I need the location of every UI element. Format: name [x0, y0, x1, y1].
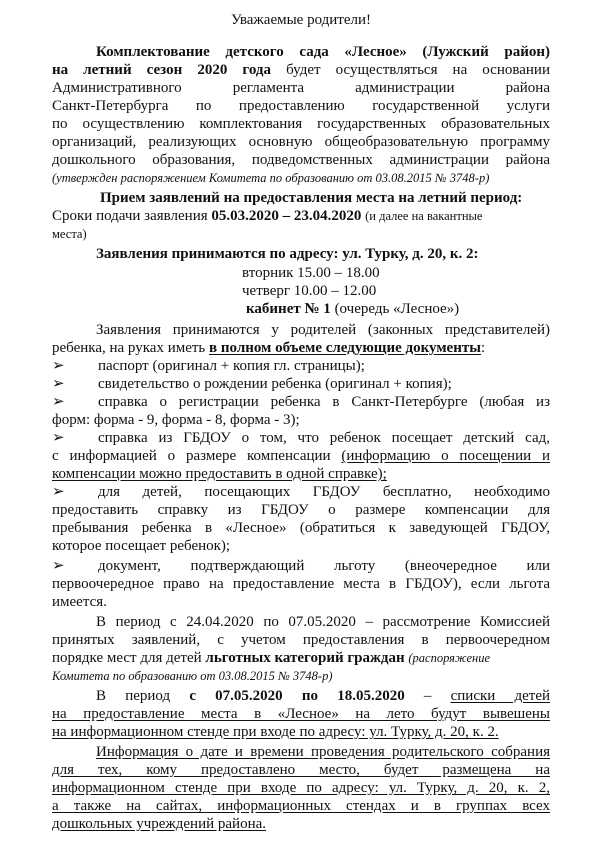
- document-item-text: справка из ГБДОУ о том, что ребенок посещает детский сад,: [98, 430, 550, 446]
- document-item-text: справка о регистрации ребенка в Санкт-Петербурге (любая из: [98, 394, 550, 410]
- intro-line-3: Административного регламента администрации района: [52, 80, 550, 96]
- terms-line: [52, 208, 550, 225]
- address-heading: Заявления принимаются по адресу: ул. Турку, д. 20, к. 2:: [96, 246, 479, 262]
- document-item-free-4: которое посещает ребенок);: [52, 538, 231, 554]
- cabinet-queue: (очередь «Лесное»): [334, 301, 460, 317]
- meeting-line-4: а также на сайтах, информационных стендах и в группах всех: [52, 798, 550, 814]
- documents-intro-2-text: ребенка, на руках иметь: [52, 340, 206, 356]
- cabinet-number: кабинет № 1: [246, 301, 331, 317]
- terms-note-cont: места): [52, 227, 87, 241]
- lists-dates-bold: с 07.05.2020 по 18.05.2020: [189, 688, 405, 704]
- documents-intro-colon: :: [480, 340, 486, 356]
- intro-line-4: Санкт-Петербурга по предоставлению государственной услуги: [52, 98, 550, 114]
- cabinet-line: [246, 301, 546, 318]
- document-item-passport: [52, 358, 550, 375]
- lists-dash: –: [423, 688, 432, 704]
- document-item-free-3: пребывания ребенка в «Лесное» (обратиться к заведующей ГБДОУ,: [52, 520, 550, 536]
- document-item-free-2: предоставить справку из ГБДОУ о размере компенсации для: [52, 502, 550, 518]
- meeting-line-3: информационном стенде при входе по адресу: ул. Турку, д. 20, к. 2,: [52, 780, 550, 796]
- document-item-birth-cert: [52, 376, 550, 393]
- review-line-1: В период с 24.04.2020 по 07.05.2020 – рассмотрение Комиссией: [96, 614, 550, 630]
- review-line-2: принятых заявлений, с учетом предоставления в первоочередном: [52, 632, 550, 648]
- intro-line-2-text: будет осуществляться на основании: [286, 62, 550, 78]
- lists-line-3: на информационном стенде при входе по адресу: ул. Турку, д. 20, к. 2.: [52, 724, 499, 740]
- document-item-kindergarten-1: [52, 430, 550, 447]
- document-item-benefit-2: первоочередное право на предоставление места в ГБДОУ), если льгота: [52, 576, 550, 592]
- document-item-underlined: (информацию о посещении и: [341, 448, 550, 464]
- documents-required-bold: в полном объеме следующие документы: [209, 340, 481, 356]
- intro-regulation-note: (утвержден распоряжением Комитета по образованию от 03.08.2015 № 3748-р): [52, 171, 490, 185]
- document-item-text: свидетельство о рождении ребенка (оригинал + копия);: [98, 376, 452, 392]
- document-item-text: документ, подтверждающий льготу (внеочередное или: [98, 558, 550, 574]
- meeting-line-1: Информация о дате и времени проведения родительского собрания: [96, 744, 550, 760]
- documents-intro-1: Заявления принимаются у родителей (законных представителей): [96, 322, 550, 338]
- terms-label: Сроки подачи заявления: [52, 208, 208, 224]
- arrow-bullet-icon: ➢: [52, 484, 65, 500]
- document-item-kindergarten-2: [52, 448, 550, 465]
- arrow-bullet-icon: ➢: [52, 394, 65, 410]
- document-item-registration-1: [52, 394, 550, 411]
- season-bold: на летний сезон 2020 года: [52, 62, 271, 78]
- review-line-3-text: порядке мест для детей: [52, 650, 202, 666]
- meeting-line-5: дошкольных учреждений района.: [52, 816, 266, 832]
- terms-dates: 05.03.2020 – 23.04.2020: [211, 208, 362, 224]
- document-item-text: с информацией о размере компенсации: [52, 448, 331, 464]
- arrow-bullet-icon: ➢: [52, 376, 65, 392]
- document-item-benefit-1: [52, 558, 550, 575]
- document-item-benefit-3: имеется.: [52, 594, 107, 610]
- document-item-text: для детей, посещающих ГБДОУ бесплатно, необходимо: [98, 484, 550, 500]
- schedule-tuesday: вторник 15.00 – 18.00: [242, 265, 380, 281]
- lists-underlined: списки детей: [450, 688, 550, 704]
- terms-note: (и далее на вакантные: [365, 209, 483, 223]
- intro-line-7: дошкольного образования, подведомственных администрации района: [52, 152, 550, 168]
- document-item-kindergarten-3: компенсации можно предоставить в одной справке);: [52, 466, 387, 482]
- document-item-registration-2: форм: форма - 9, форма - 8, форма - 3);: [52, 412, 300, 428]
- lists-line-1-text: В период: [96, 688, 171, 704]
- meeting-line-2: для тех, кому предоставлено место, будет размещена на: [52, 762, 550, 778]
- arrow-bullet-icon: ➢: [52, 430, 65, 446]
- intro-line-2: [52, 62, 550, 79]
- review-regulation-note: (распоряжение: [408, 651, 490, 665]
- intro-line-5: по осуществлению комплектования государственных образовательных: [52, 116, 550, 132]
- arrow-bullet-icon: ➢: [52, 558, 65, 574]
- documents-intro-2: [52, 340, 550, 357]
- review-line-3: [52, 650, 550, 667]
- review-line-4: Комитета по образованию от 03.08.2015 № 3748-р): [52, 669, 333, 683]
- page-title: Уважаемые родители!: [230, 12, 372, 28]
- benefit-categories-bold: льготных категорий граждан: [205, 650, 405, 666]
- reception-heading: Прием заявлений на предоставления места на летний период:: [100, 190, 523, 206]
- intro-heading-bold: Комплектование детского сада «Лесное» (Лужский район): [96, 44, 550, 60]
- schedule-thursday: четверг 10.00 – 12.00: [242, 283, 377, 299]
- intro-line-6: организаций, реализующих основную общеобразовательную программу: [52, 134, 550, 150]
- intro-line-1: [52, 44, 550, 61]
- lists-line-2: на предоставление места в «Лесное» на лето будут вывешены: [52, 706, 550, 722]
- document-item-text: паспорт (оригинал + копия гл. страницы);: [98, 358, 365, 374]
- arrow-bullet-icon: ➢: [52, 358, 65, 374]
- document-item-free-1: [52, 484, 550, 501]
- lists-line-1: [96, 688, 550, 705]
